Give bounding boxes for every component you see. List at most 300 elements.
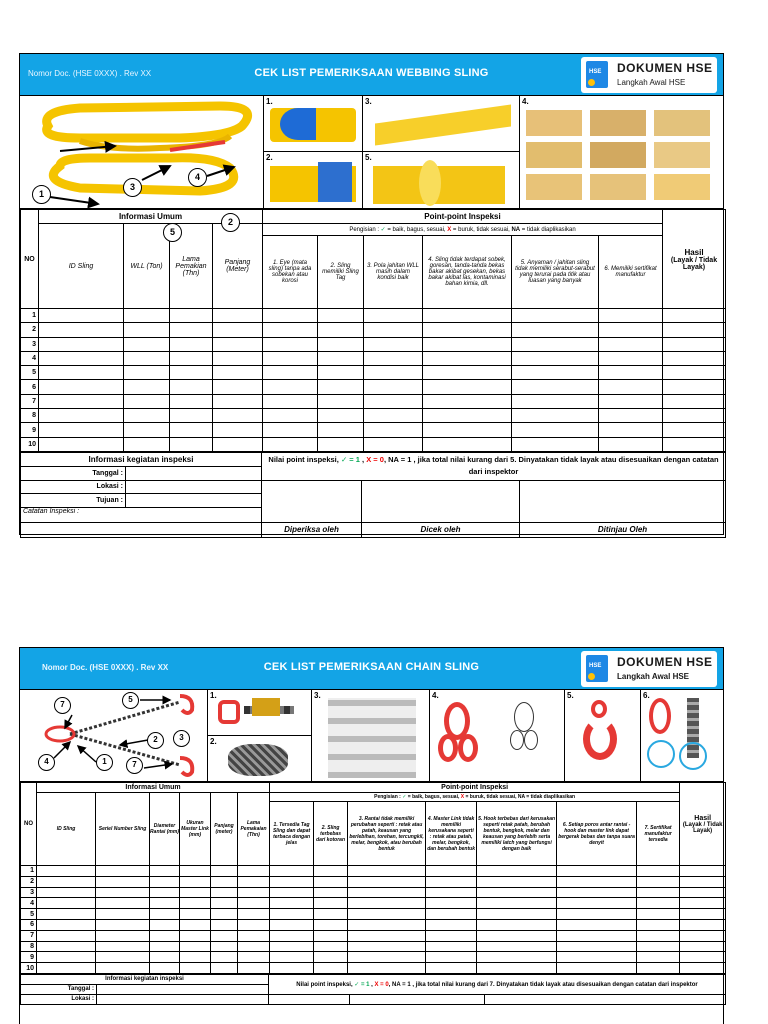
webbing-point-6: 6. Memiliki sertifikat manufaktur bbox=[599, 236, 663, 309]
table-cell[interactable] bbox=[426, 876, 477, 887]
table-cell[interactable] bbox=[39, 394, 124, 408]
table-cell[interactable] bbox=[270, 930, 314, 941]
table-cell[interactable] bbox=[270, 919, 314, 930]
table-cell[interactable] bbox=[423, 366, 512, 380]
table-cell[interactable] bbox=[348, 898, 426, 909]
table-cell[interactable] bbox=[170, 380, 213, 394]
table-cell[interactable] bbox=[270, 866, 314, 877]
webbing-catatan-area[interactable] bbox=[21, 522, 262, 537]
table-cell[interactable] bbox=[364, 323, 423, 337]
table-cell[interactable] bbox=[426, 887, 477, 898]
table-cell[interactable] bbox=[96, 930, 150, 941]
table-cell[interactable] bbox=[348, 919, 426, 930]
table-cell[interactable] bbox=[599, 437, 663, 451]
webbing-sign-box-1[interactable] bbox=[262, 480, 362, 522]
table-cell[interactable] bbox=[557, 930, 637, 941]
table-cell[interactable] bbox=[680, 898, 726, 909]
table-cell[interactable] bbox=[477, 866, 557, 877]
table-cell[interactable] bbox=[270, 909, 314, 920]
chain-doc-number: Nomor Doc. (HSE 0XXX) . Rev XX bbox=[42, 663, 169, 672]
table-cell[interactable] bbox=[423, 409, 512, 423]
table-cell[interactable] bbox=[150, 866, 180, 877]
table-cell[interactable] bbox=[150, 876, 180, 887]
table-row bbox=[21, 909, 726, 920]
table-cell[interactable] bbox=[39, 380, 124, 394]
table-cell[interactable] bbox=[263, 380, 318, 394]
table-cell[interactable] bbox=[170, 409, 213, 423]
webbing-point-1: 1. Eye (mata sling) tanpa ada sobekan atau korosi bbox=[263, 236, 318, 309]
table-cell[interactable] bbox=[96, 952, 150, 963]
table-cell[interactable] bbox=[477, 887, 557, 898]
table-cell[interactable] bbox=[512, 423, 599, 437]
table-cell[interactable] bbox=[318, 380, 364, 394]
webbing-callouts-final bbox=[20, 96, 263, 209]
table-cell[interactable] bbox=[314, 898, 348, 909]
webbing-catatan[interactable]: Catatan Inspeksi : bbox=[21, 507, 262, 522]
table-cell[interactable] bbox=[263, 366, 318, 380]
table-cell[interactable] bbox=[426, 866, 477, 877]
table-cell[interactable] bbox=[37, 952, 96, 963]
table-row bbox=[21, 380, 726, 394]
table-cell[interactable] bbox=[213, 394, 263, 408]
table-cell[interactable] bbox=[557, 919, 637, 930]
table-cell[interactable] bbox=[180, 963, 211, 974]
table-cell[interactable] bbox=[477, 963, 557, 974]
table-cell[interactable] bbox=[39, 351, 124, 365]
table-cell[interactable] bbox=[37, 930, 96, 941]
table-cell[interactable] bbox=[663, 337, 726, 351]
table-cell[interactable] bbox=[211, 952, 238, 963]
table-cell[interactable] bbox=[213, 423, 263, 437]
table-cell[interactable] bbox=[213, 323, 263, 337]
table-cell[interactable] bbox=[170, 366, 213, 380]
table-cell[interactable] bbox=[180, 930, 211, 941]
table-cell[interactable] bbox=[599, 337, 663, 351]
table-cell[interactable] bbox=[96, 887, 150, 898]
table-cell[interactable] bbox=[348, 952, 426, 963]
table-cell[interactable] bbox=[423, 323, 512, 337]
table-cell[interactable] bbox=[270, 963, 314, 974]
table-cell[interactable] bbox=[512, 366, 599, 380]
table-cell[interactable] bbox=[124, 394, 170, 408]
table-cell[interactable] bbox=[557, 941, 637, 952]
table-cell[interactable] bbox=[477, 876, 557, 887]
table-cell[interactable] bbox=[314, 930, 348, 941]
table-cell[interactable] bbox=[557, 898, 637, 909]
table-cell[interactable] bbox=[150, 963, 180, 974]
table-cell[interactable] bbox=[37, 919, 96, 930]
table-cell[interactable] bbox=[263, 323, 318, 337]
chain-tanggal-field[interactable] bbox=[97, 984, 269, 994]
table-cell[interactable] bbox=[211, 887, 238, 898]
table-cell[interactable] bbox=[348, 941, 426, 952]
table-cell[interactable] bbox=[150, 930, 180, 941]
table-cell[interactable] bbox=[96, 876, 150, 887]
table-cell[interactable] bbox=[213, 337, 263, 351]
table-row bbox=[21, 409, 726, 423]
table-cell[interactable] bbox=[663, 437, 726, 451]
table-cell[interactable] bbox=[512, 323, 599, 337]
webbing-tujuan-field[interactable] bbox=[126, 493, 262, 507]
table-cell[interactable] bbox=[512, 309, 599, 323]
table-cell[interactable] bbox=[637, 963, 680, 974]
table-cell[interactable] bbox=[663, 394, 726, 408]
table-cell[interactable] bbox=[96, 963, 150, 974]
table-cell[interactable] bbox=[238, 876, 270, 887]
table-cell[interactable] bbox=[124, 351, 170, 365]
table-cell[interactable] bbox=[364, 423, 423, 437]
table-cell[interactable] bbox=[512, 337, 599, 351]
table-cell[interactable] bbox=[364, 366, 423, 380]
table-cell[interactable] bbox=[180, 876, 211, 887]
table-cell[interactable] bbox=[263, 394, 318, 408]
chain-point-inspeksi: Point-point Inspeksi bbox=[270, 783, 680, 793]
table-cell[interactable] bbox=[637, 887, 680, 898]
table-row bbox=[21, 930, 726, 941]
table-cell[interactable] bbox=[663, 309, 726, 323]
table-cell[interactable] bbox=[364, 437, 423, 451]
webbing-sign-box-3[interactable] bbox=[520, 480, 726, 522]
table-cell[interactable] bbox=[557, 876, 637, 887]
table-cell[interactable] bbox=[39, 409, 124, 423]
table-cell[interactable] bbox=[211, 963, 238, 974]
table-cell[interactable] bbox=[39, 337, 124, 351]
table-cell[interactable] bbox=[599, 351, 663, 365]
table-cell[interactable] bbox=[96, 941, 150, 952]
table-cell[interactable] bbox=[423, 380, 512, 394]
table-cell[interactable] bbox=[423, 337, 512, 351]
table-cell[interactable] bbox=[477, 941, 557, 952]
webbing-callout-5: 5 bbox=[163, 223, 182, 242]
table-cell[interactable] bbox=[314, 963, 348, 974]
table-cell[interactable] bbox=[663, 409, 726, 423]
chain-footer-table bbox=[20, 974, 726, 1005]
table-cell[interactable] bbox=[637, 866, 680, 877]
webbing-tanggal-field[interactable] bbox=[126, 466, 262, 480]
table-cell[interactable] bbox=[314, 887, 348, 898]
table-cell[interactable] bbox=[180, 898, 211, 909]
table-cell[interactable] bbox=[637, 930, 680, 941]
table-cell[interactable] bbox=[39, 366, 124, 380]
table-cell[interactable] bbox=[680, 941, 726, 952]
table-cell[interactable] bbox=[477, 952, 557, 963]
table-cell[interactable] bbox=[39, 437, 124, 451]
table-cell[interactable] bbox=[663, 366, 726, 380]
table-cell[interactable] bbox=[599, 366, 663, 380]
table-cell[interactable] bbox=[318, 394, 364, 408]
table-cell[interactable] bbox=[512, 380, 599, 394]
table-cell[interactable] bbox=[680, 887, 726, 898]
table-cell[interactable] bbox=[270, 941, 314, 952]
table-cell[interactable] bbox=[263, 351, 318, 365]
webbing-diperiksa: Diperiksa oleh bbox=[262, 522, 362, 537]
webbing-lokasi-field[interactable] bbox=[126, 480, 262, 493]
table-cell[interactable] bbox=[96, 898, 150, 909]
chain-sign-box-1[interactable] bbox=[269, 994, 350, 1004]
table-cell[interactable] bbox=[318, 351, 364, 365]
table-cell[interactable] bbox=[512, 409, 599, 423]
table-cell[interactable] bbox=[599, 309, 663, 323]
table-cell[interactable] bbox=[318, 423, 364, 437]
table-cell[interactable] bbox=[213, 437, 263, 451]
table-cell[interactable] bbox=[238, 866, 270, 877]
table-row bbox=[21, 919, 726, 930]
table-cell[interactable] bbox=[348, 876, 426, 887]
chain-sign-box-3[interactable] bbox=[485, 994, 726, 1004]
table-cell[interactable] bbox=[211, 898, 238, 909]
table-cell[interactable] bbox=[637, 909, 680, 920]
table-cell[interactable] bbox=[663, 323, 726, 337]
table-cell[interactable] bbox=[37, 876, 96, 887]
table-cell[interactable] bbox=[124, 423, 170, 437]
table-cell[interactable] bbox=[170, 309, 213, 323]
table-cell[interactable] bbox=[213, 351, 263, 365]
table-cell[interactable] bbox=[213, 309, 263, 323]
table-cell[interactable] bbox=[124, 437, 170, 451]
table-cell[interactable] bbox=[238, 952, 270, 963]
table-cell[interactable] bbox=[150, 898, 180, 909]
table-cell[interactable] bbox=[680, 930, 726, 941]
table-cell[interactable] bbox=[314, 952, 348, 963]
table-cell[interactable] bbox=[423, 437, 512, 451]
table-cell[interactable] bbox=[637, 898, 680, 909]
table-cell[interactable] bbox=[170, 337, 213, 351]
webbing-dicek: Dicek oleh bbox=[362, 522, 520, 537]
table-cell[interactable] bbox=[263, 437, 318, 451]
table-cell[interactable] bbox=[512, 394, 599, 408]
table-cell[interactable] bbox=[637, 952, 680, 963]
table-cell[interactable] bbox=[599, 423, 663, 437]
chain-photo-1: 1. bbox=[207, 690, 311, 736]
table-cell[interactable] bbox=[637, 919, 680, 930]
chain-photo-4: 4. bbox=[429, 690, 564, 782]
table-cell[interactable] bbox=[211, 876, 238, 887]
table-cell[interactable] bbox=[318, 309, 364, 323]
table-cell[interactable] bbox=[170, 437, 213, 451]
chain-point-3: 3. Rantai tidak memiliki perubahan seperti : retak atau patah, keausan yang berlebihan, torehan, tercungkil, melar, bengkok, atau berubah bentuk bbox=[348, 802, 426, 866]
table-cell[interactable] bbox=[270, 952, 314, 963]
table-cell[interactable] bbox=[314, 919, 348, 930]
table-cell[interactable] bbox=[557, 909, 637, 920]
table-cell[interactable] bbox=[39, 423, 124, 437]
chain-lokasi-field[interactable] bbox=[97, 994, 269, 1004]
table-cell[interactable] bbox=[238, 887, 270, 898]
webbing-info-umum: Informasi Umum bbox=[39, 210, 263, 224]
table-row bbox=[21, 866, 726, 877]
table-cell[interactable] bbox=[211, 919, 238, 930]
table-cell[interactable] bbox=[124, 323, 170, 337]
webbing-photo-1: 1. bbox=[263, 96, 362, 152]
table-cell[interactable] bbox=[39, 309, 124, 323]
table-cell[interactable] bbox=[238, 898, 270, 909]
table-cell[interactable] bbox=[211, 909, 238, 920]
table-cell[interactable] bbox=[124, 366, 170, 380]
table-cell[interactable] bbox=[663, 380, 726, 394]
table-cell[interactable] bbox=[348, 887, 426, 898]
table-cell[interactable] bbox=[477, 909, 557, 920]
logo-subtitle: Langkah Awal HSE bbox=[617, 672, 690, 681]
table-cell[interactable] bbox=[318, 409, 364, 423]
table-cell[interactable] bbox=[364, 309, 423, 323]
table-cell[interactable] bbox=[364, 337, 423, 351]
table-cell[interactable] bbox=[599, 394, 663, 408]
table-cell[interactable] bbox=[263, 309, 318, 323]
chain-sign-box-2[interactable] bbox=[350, 994, 485, 1004]
table-cell[interactable] bbox=[318, 366, 364, 380]
table-cell[interactable] bbox=[37, 963, 96, 974]
chain-point-2: 2. Sling terbebas dari kotoran bbox=[314, 802, 348, 866]
table-cell[interactable] bbox=[663, 423, 726, 437]
table-cell[interactable] bbox=[599, 409, 663, 423]
table-cell[interactable] bbox=[170, 394, 213, 408]
table-cell[interactable] bbox=[426, 952, 477, 963]
table-cell[interactable] bbox=[124, 409, 170, 423]
table-cell[interactable] bbox=[180, 887, 211, 898]
table-cell[interactable] bbox=[263, 337, 318, 351]
table-cell[interactable] bbox=[423, 423, 512, 437]
table-cell[interactable] bbox=[512, 437, 599, 451]
table-cell[interactable] bbox=[426, 963, 477, 974]
table-cell[interactable] bbox=[477, 919, 557, 930]
table-cell[interactable] bbox=[238, 963, 270, 974]
table-cell[interactable] bbox=[150, 941, 180, 952]
webbing-col-lama: Lama Pemakian (Thn) bbox=[170, 224, 213, 309]
table-cell[interactable] bbox=[270, 887, 314, 898]
table-cell[interactable] bbox=[680, 866, 726, 877]
table-cell[interactable] bbox=[364, 394, 423, 408]
table-row bbox=[21, 963, 726, 974]
table-cell[interactable] bbox=[263, 409, 318, 423]
table-cell[interactable] bbox=[150, 887, 180, 898]
table-cell[interactable] bbox=[124, 337, 170, 351]
table-cell[interactable] bbox=[364, 409, 423, 423]
table-cell[interactable] bbox=[180, 909, 211, 920]
table-cell[interactable] bbox=[599, 323, 663, 337]
table-cell[interactable] bbox=[238, 941, 270, 952]
table-cell[interactable] bbox=[270, 876, 314, 887]
table-cell[interactable] bbox=[426, 898, 477, 909]
webbing-lokasi-label: Lokasi : bbox=[21, 480, 126, 493]
table-row bbox=[21, 887, 726, 898]
table-cell[interactable] bbox=[37, 898, 96, 909]
table-cell[interactable] bbox=[180, 919, 211, 930]
row-number: 10 bbox=[21, 437, 39, 451]
table-cell[interactable] bbox=[238, 930, 270, 941]
chain-photo-2: 2. bbox=[207, 736, 311, 782]
table-cell[interactable] bbox=[637, 876, 680, 887]
table-cell[interactable] bbox=[150, 909, 180, 920]
table-cell[interactable] bbox=[599, 380, 663, 394]
table-cell[interactable] bbox=[96, 909, 150, 920]
table-cell[interactable] bbox=[180, 941, 211, 952]
table-cell[interactable] bbox=[426, 909, 477, 920]
table-cell[interactable] bbox=[213, 380, 263, 394]
table-cell[interactable] bbox=[477, 930, 557, 941]
table-cell[interactable] bbox=[680, 909, 726, 920]
table-cell[interactable] bbox=[348, 963, 426, 974]
table-cell[interactable] bbox=[663, 351, 726, 365]
table-cell[interactable] bbox=[680, 963, 726, 974]
table-cell[interactable] bbox=[37, 887, 96, 898]
table-cell[interactable] bbox=[211, 866, 238, 877]
table-cell[interactable] bbox=[211, 941, 238, 952]
table-cell[interactable] bbox=[318, 437, 364, 451]
webbing-sign-box-2[interactable] bbox=[362, 480, 520, 522]
table-cell[interactable] bbox=[680, 919, 726, 930]
table-cell[interactable] bbox=[37, 866, 96, 877]
table-cell[interactable] bbox=[512, 351, 599, 365]
table-cell[interactable] bbox=[426, 930, 477, 941]
table-cell[interactable] bbox=[213, 366, 263, 380]
table-cell[interactable] bbox=[318, 337, 364, 351]
table-cell[interactable] bbox=[557, 963, 637, 974]
chain-photo-3: 3. bbox=[311, 690, 429, 782]
table-cell[interactable] bbox=[238, 919, 270, 930]
table-cell[interactable] bbox=[314, 866, 348, 877]
chain-callout-7b: 7 bbox=[126, 757, 143, 774]
table-cell[interactable] bbox=[96, 919, 150, 930]
table-cell[interactable] bbox=[557, 887, 637, 898]
table-cell[interactable] bbox=[348, 930, 426, 941]
row-number: 7 bbox=[21, 394, 39, 408]
table-cell[interactable] bbox=[124, 309, 170, 323]
table-cell[interactable] bbox=[423, 351, 512, 365]
table-cell[interactable] bbox=[213, 409, 263, 423]
row-number: 5 bbox=[21, 366, 39, 380]
table-cell[interactable] bbox=[477, 898, 557, 909]
table-cell[interactable] bbox=[423, 394, 512, 408]
table-cell[interactable] bbox=[37, 909, 96, 920]
table-cell[interactable] bbox=[426, 941, 477, 952]
table-row bbox=[21, 952, 726, 963]
table-cell[interactable] bbox=[318, 323, 364, 337]
table-cell[interactable] bbox=[170, 423, 213, 437]
row-number: 3 bbox=[21, 337, 39, 351]
table-cell[interactable] bbox=[680, 952, 726, 963]
table-cell[interactable] bbox=[180, 866, 211, 877]
table-cell[interactable] bbox=[314, 909, 348, 920]
table-cell[interactable] bbox=[426, 919, 477, 930]
table-cell[interactable] bbox=[124, 380, 170, 394]
table-cell[interactable] bbox=[364, 380, 423, 394]
table-cell[interactable] bbox=[364, 351, 423, 365]
table-cell[interactable] bbox=[348, 909, 426, 920]
table-cell[interactable] bbox=[637, 941, 680, 952]
table-cell[interactable] bbox=[37, 941, 96, 952]
table-cell[interactable] bbox=[680, 876, 726, 887]
table-cell[interactable] bbox=[348, 866, 426, 877]
table-cell[interactable] bbox=[150, 919, 180, 930]
table-cell[interactable] bbox=[557, 866, 637, 877]
table-cell[interactable] bbox=[314, 941, 348, 952]
table-cell[interactable] bbox=[170, 323, 213, 337]
table-cell[interactable] bbox=[150, 952, 180, 963]
table-cell[interactable] bbox=[263, 423, 318, 437]
table-cell[interactable] bbox=[211, 930, 238, 941]
table-cell[interactable] bbox=[314, 876, 348, 887]
table-cell[interactable] bbox=[39, 323, 124, 337]
chain-photo-5: 5. bbox=[564, 690, 640, 782]
table-cell[interactable] bbox=[238, 909, 270, 920]
table-cell[interactable] bbox=[423, 309, 512, 323]
table-cell[interactable] bbox=[170, 351, 213, 365]
table-cell[interactable] bbox=[96, 866, 150, 877]
table-cell[interactable] bbox=[557, 952, 637, 963]
table-cell[interactable] bbox=[270, 898, 314, 909]
row-number: 9 bbox=[21, 423, 39, 437]
chain-col-lama: Lama Pemakaian (Thn) bbox=[238, 793, 270, 866]
table-cell[interactable] bbox=[180, 952, 211, 963]
